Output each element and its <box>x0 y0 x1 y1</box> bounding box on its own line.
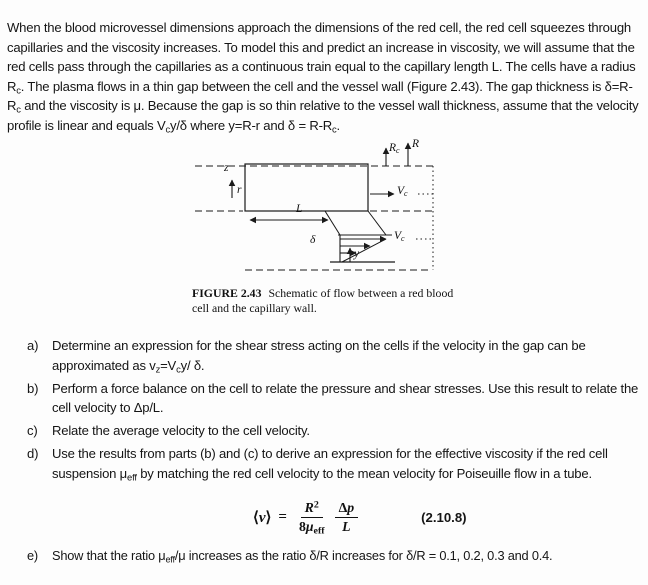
label-z-axis: z <box>224 162 229 174</box>
label-gap-thickness-delta: δ <box>310 234 316 246</box>
label-gap-velocity-vc: $V_c$ <box>394 230 405 243</box>
label-cell-length-l: L <box>296 203 303 215</box>
equation-2-10-8 <box>0 500 648 535</box>
figure-schematic-drawing <box>180 138 480 276</box>
problem-item-b <box>27 379 643 418</box>
fraction-numerator: Δp <box>335 500 359 518</box>
figure-2-43 <box>180 138 480 315</box>
equation-expression <box>253 500 363 535</box>
problem-item-e <box>27 546 552 565</box>
item-text: Use the results from parts (b) and (c) to derive an expression for the effective viscosity if the red cell suspension $\mu_{eff}$ by matching the red cell velocity to the mean velocity for Poiseuille flow in a tube. <box>52 446 608 483</box>
equation-lhs-mean-velocity: ⟨v⟩ <box>253 509 272 526</box>
figure-caption <box>192 286 456 315</box>
figure-caption-text: Schematic of flow between a red blood cell and the capillary wall. <box>192 286 454 315</box>
fraction-denominator: $8\mu_{eff}$ <box>298 518 325 537</box>
problem-intro-paragraph: When the blood microvessel dimensions approach the dimensions of the red cell, the red cell squeezes through capillaries and the viscosity increases. To model this and predict an increase in viscosity, we will assume that the red cells pass through the capillaries as a continuous train equal to the capillary length L. The cells have a radius $R_c$. The plasma flows in a thin gap between the cell and the vessel wall (Figure 2.43). The gap thickness is $\delta=R-R_c$ and the viscosity is μ. Because the gap is so thin relative to the vessel wall thickness, assume that the velocity profile is linear and equals $V_cy/\delta$ where y=R-r and $\delta = R-R_c$. <box>7 20 639 135</box>
item-text: Perform a force balance on the cell to relate the pressure and shear stresses. Use this result to relate the cell velocity to Δp/L. <box>52 380 639 416</box>
problem-item-d <box>27 444 643 483</box>
label-y-coordinate: y <box>354 248 360 260</box>
fraction-numerator: $R^2$ <box>301 500 323 518</box>
problem-item-a <box>27 336 643 375</box>
item-text: Show that the ratio $\mu_{eff}/\mu$ increases as the ratio δ/R increases for δ/R = 0.1, 0.2, 0.3 and 0.4. <box>52 548 553 565</box>
fraction-delta-p-over-l <box>335 500 359 535</box>
figure-caption-label: FIGURE 2.43 <box>192 286 262 300</box>
fraction-r-squared-over-8mu-eff <box>299 500 325 535</box>
label-vessel-radius-r: R <box>412 138 420 150</box>
problem-item-c <box>27 421 643 441</box>
item-marker: d) <box>27 446 39 462</box>
item-text: Relate the average velocity to the cell velocity. <box>52 423 310 439</box>
equation-number: (2.10.8) <box>421 509 467 525</box>
label-cell-velocity-vc: $V_c$ <box>397 185 408 198</box>
figure-schematic <box>180 138 480 276</box>
label-cell-radius-rc: $R_c$ <box>389 142 400 155</box>
label-r-axis: r <box>237 184 242 196</box>
item-marker: b) <box>27 380 39 396</box>
equals-sign: = <box>278 508 287 525</box>
item-marker: a) <box>27 338 39 353</box>
item-marker: e) <box>27 548 38 563</box>
fraction-denominator: L <box>342 518 351 534</box>
item-marker: c) <box>27 423 38 439</box>
item-text: Determine an expression for the shear stress acting on the cells if the velocity in the gap can be approximated as $v_z=V_cy/$ δ. <box>52 338 586 374</box>
problem-parts-list <box>27 336 643 487</box>
